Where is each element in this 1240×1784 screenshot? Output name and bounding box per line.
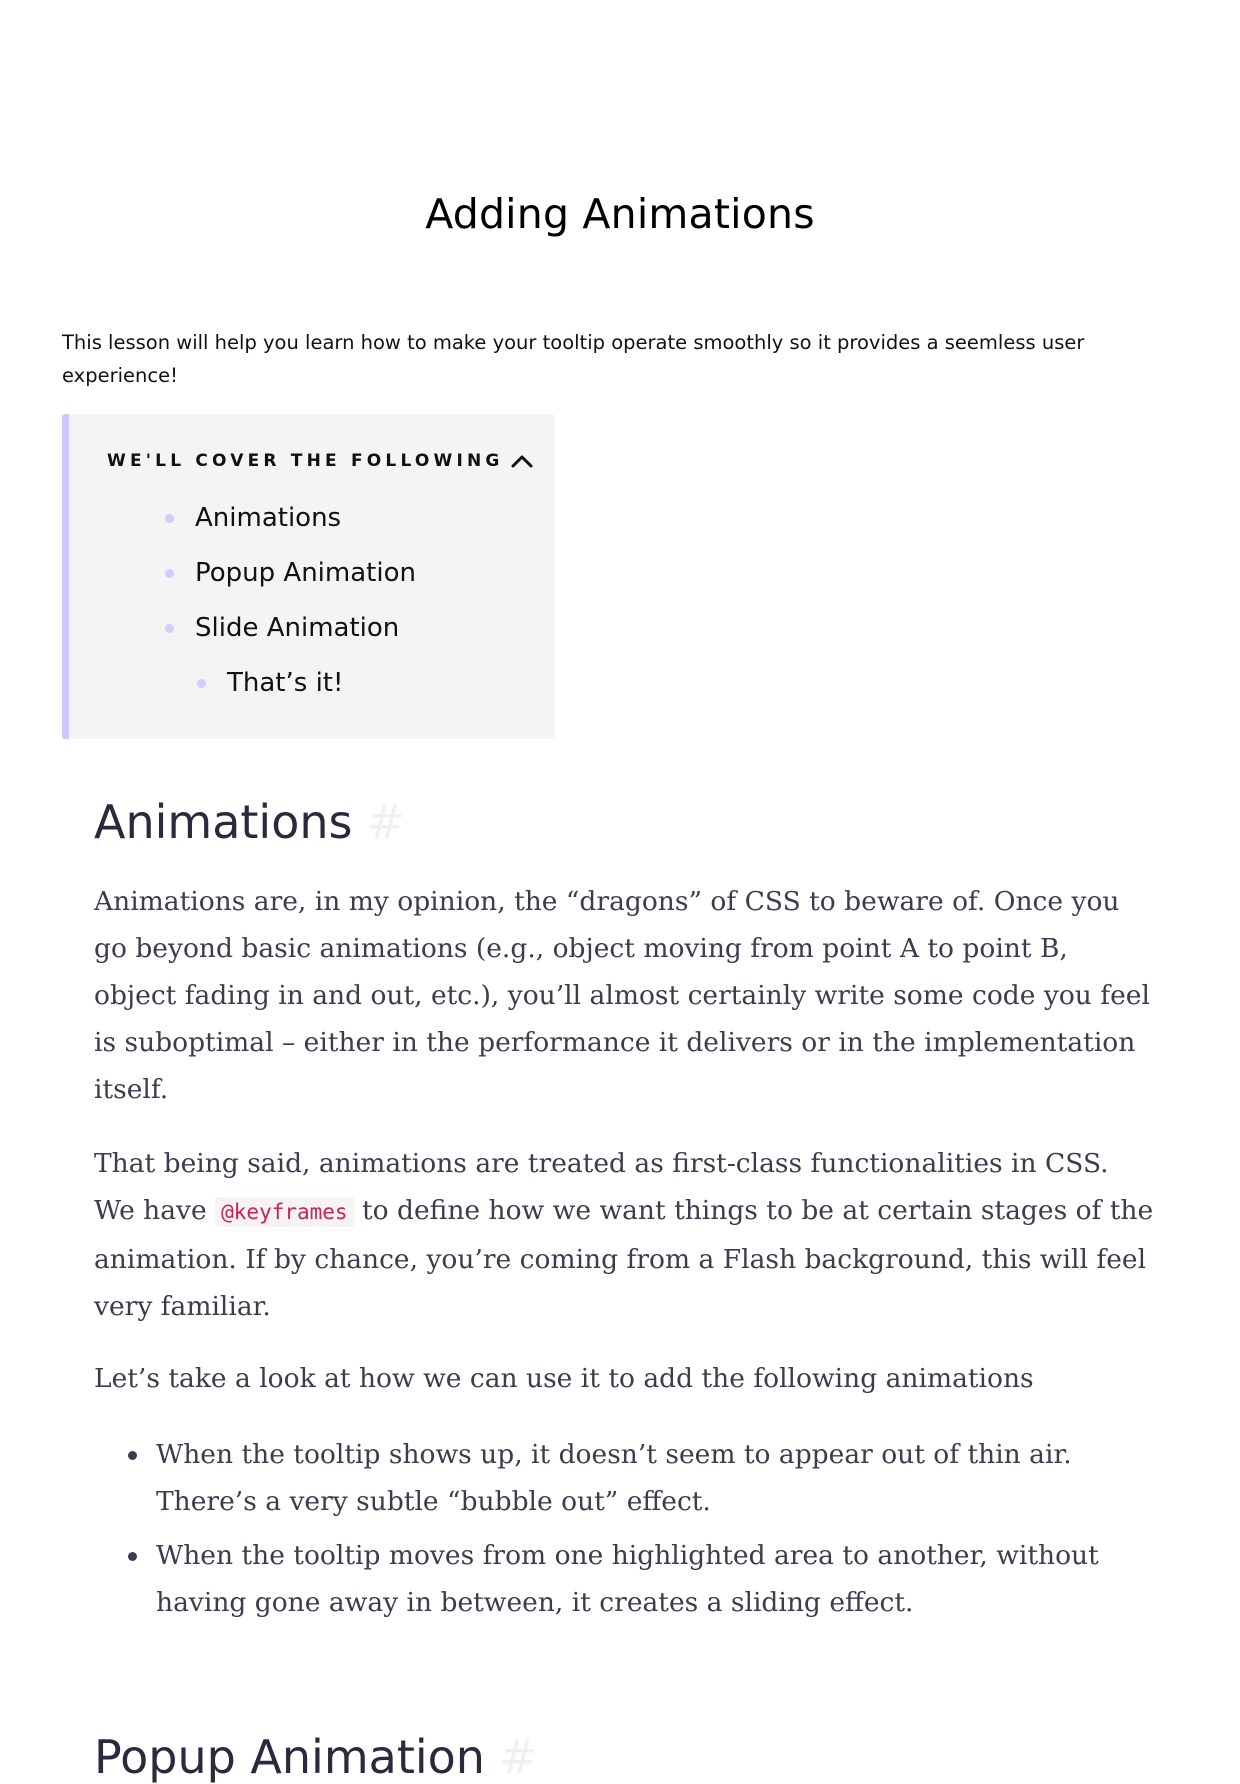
toc-item-label: Slide Animation [195, 613, 400, 643]
inline-code: @keyframes [215, 1197, 353, 1227]
section-heading-text: Animations [94, 795, 353, 849]
paragraph [94, 1140, 1154, 1330]
chevron-up-icon[interactable] [508, 450, 536, 472]
toc-item-slide-animation[interactable] [165, 613, 399, 643]
list-item [156, 1431, 1156, 1525]
paragraph-text: That being said, animations are treated as first-class functionalities in CSS. We have [94, 1148, 1109, 1226]
heading-anchor-link[interactable]: # [498, 1730, 538, 1784]
bullet-dot-icon [128, 1552, 137, 1561]
bullet-dot-icon [197, 679, 206, 688]
toc-item-label: That’s it! [227, 668, 344, 698]
table-of-contents [62, 414, 555, 739]
bullet-dot-icon [165, 514, 174, 523]
toc-item-thats-it[interactable] [197, 668, 343, 698]
paragraph: Animations are, in my opinion, the “dragons” of CSS to beware of. Once you go beyond basic animations (e.g., object moving from point A to point B, object fading in and out, etc.), you’ll almost certainly write some code you feel is suboptimal – either in the performance it delivers or in the implementation itself. [94, 886, 1150, 1105]
toc-header[interactable] [107, 450, 536, 472]
toc-item-popup-animation[interactable] [165, 558, 416, 588]
toc-item-label: Popup Animation [195, 558, 416, 588]
toc-item-animations[interactable] [165, 503, 341, 533]
animation-list [156, 1431, 1156, 1633]
toc-header-label: WE'LL COVER THE FOLLOWING [107, 451, 504, 471]
list-item [156, 1532, 1156, 1626]
list-item-text: When the tooltip shows up, it doesn’t seem to appear out of thin air. There’s a very subtle “bubble out” effect. [156, 1439, 1072, 1517]
page-title: Adding Animations [425, 190, 815, 238]
bullet-dot-icon [165, 569, 174, 578]
bullet-dot-icon [128, 1451, 137, 1460]
section-heading-text: Popup Animation [94, 1730, 485, 1784]
paragraph: Let’s take a look at how we can use it to add the following animations [94, 1363, 1034, 1394]
bullet-dot-icon [165, 624, 174, 633]
section-heading-animations [94, 795, 405, 849]
lesson-intro: This lesson will help you learn how to make your tooltip operate smoothly so it provides a seemless user experience! [62, 331, 1085, 387]
paragraph-text: to define how we want things to be at certain stages of the animation. If by chance, you’re coming from a Flash background, this will feel very familiar. [94, 1195, 1154, 1322]
heading-anchor-link[interactable]: # [366, 795, 406, 849]
section-heading-popup-animation [94, 1730, 537, 1784]
list-item-text: When the tooltip moves from one highlighted area to another, without having gone away in between, it creates a sliding effect. [156, 1540, 1099, 1618]
toc-item-label: Animations [195, 503, 342, 533]
